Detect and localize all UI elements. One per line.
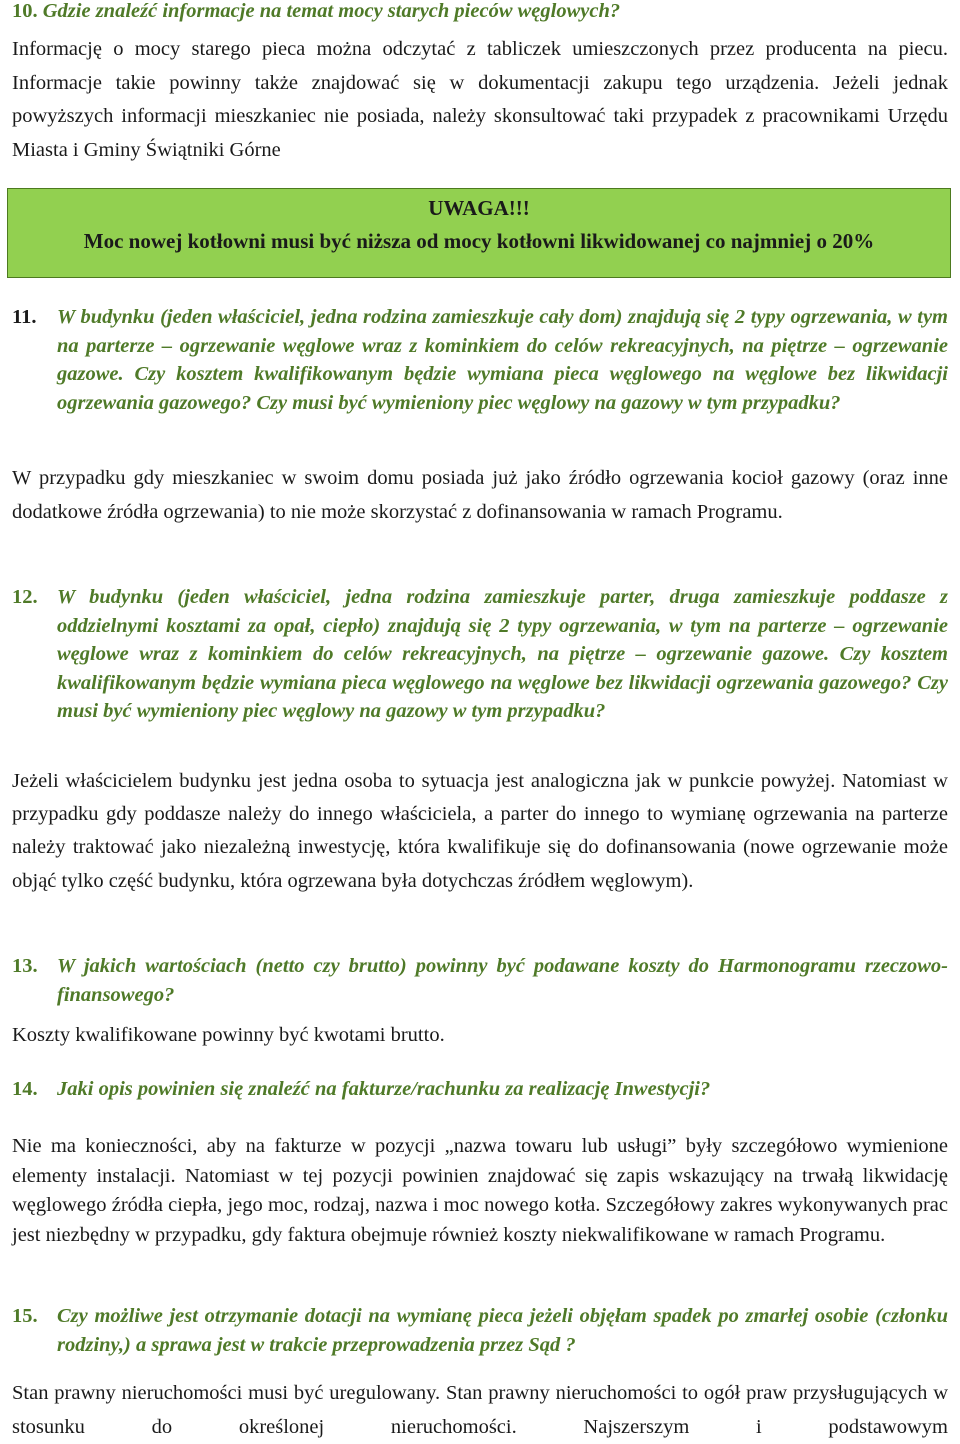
answer-14: Nie ma konieczności, aby na fakturze w pozycji „nazwa towaru lub usługi” były szczegółowo wymienione elementy instalacji. Natomiast w tej pozycji powinien znajdować się zapis wskazujący na trwałą likwidację węglowego źródła ciepła, jego moc, rodzaj, nazwa i moc nowego kotła. Szczegółowy zakres wykonywanych prac jest niezbędny w przypadku, gdy faktura obejmuje również koszty niekwalifikowane w ramach Programu. — [12, 1135, 948, 1246]
question-13-number: 13. — [12, 955, 38, 977]
question-11-number: 11. — [12, 306, 37, 328]
answer-13: Koszty kwalifikowane powinny być kwotami brutto. — [12, 1024, 445, 1046]
question-10-number: 10. — [12, 0, 38, 22]
answer-15: Stan prawny nieruchomości musi być uregulowany. Stan prawny nieruchomości to ogół praw przysługujących w stosunku do określonej nieruchomości. Najszerszym i podstawowym — [12, 1382, 948, 1438]
question-12 — [12, 583, 948, 726]
question-15-number: 15. — [12, 1305, 38, 1327]
question-11 — [12, 303, 948, 417]
question-15-text: Czy możliwe jest otrzymanie dotacji na wymianę pieca jeżeli objęłam spadek po zmarłej osobie (członku rodziny,) a sprawa jest w trakcie przeprowadzenia przez Sąd ? — [57, 1305, 948, 1356]
question-14-text: Jaki opis powinien się znaleźć na fakturze/rachunku za realizację Inwestycji? — [57, 1078, 711, 1100]
question-10-text: Gdzie znaleźć informacje na temat mocy starych pieców węglowych? — [42, 0, 621, 22]
answer-12: Jeżeli właścicielem budynku jest jedna osoba to sytuacja jest analogiczna jak w punkcie powyżej. Natomiast w przypadku gdy poddasze należy do innego właściciela, a parter do innego to wymianę ogrzewania na parterze należy traktować jako niezależną inwestycję, która kwalifikuje się do dofinansowania (nowe ogrzewanie może objąć tylko część budynku, która ogrzewana była dotychczas źródłem węglowym). — [12, 770, 948, 892]
warning-box — [7, 188, 951, 278]
warning-text: Moc nowej kotłowni musi być niższa od mocy kotłowni likwidowanej co najmniej o 20% — [83, 229, 875, 253]
question-15 — [12, 1302, 948, 1359]
question-13-text: W jakich wartościach (netto czy brutto) powinny być podawane koszty do Harmonogramu rzeczowo-finansowego? — [57, 955, 948, 1006]
answer-10: Informację o mocy starego pieca można odczytać z tabliczek umieszczonych przez producenta na piecu. Informacje takie powinny także znajdować się w dokumentacji zakupu tego urządzenia. Jeżeli jednak powyższych informacji mieszkaniec nie posiada, należy skonsultować taki przypadek z pracownikami Urzędu Miasta i Gminy Świątniki Górne — [12, 38, 948, 161]
question-13 — [12, 952, 948, 1009]
question-12-number: 12. — [12, 586, 38, 608]
warning-title: UWAGA!!! — [428, 196, 530, 220]
question-10 — [12, 0, 948, 26]
question-14 — [12, 1075, 948, 1104]
answer-11: W przypadku gdy mieszkaniec w swoim domu posiada już jako źródło ogrzewania kocioł gazowy (oraz inne dodatkowe źródła ogrzewania) to nie może skorzystać z dofinansowania w ramach Programu. — [12, 467, 948, 523]
question-12-text: W budynku (jeden właściciel, jedna rodzina zamieszkuje parter, druga zamieszkuje poddasze z oddzielnymi kosztami za opał, ciepło) znajdują się 2 typy ogrzewania, w tym na parterze – ogrzewanie węglowe wraz z kominkiem do celów rekreacyjnych, na piętrze – ogrzewanie gazowe. Czy kosztem kwalifikowanym będzie wymiana pieca węglowego na węglowe bez likwidacji ogrzewania gazowego? Czy musi być wymieniony piec węglowy na gazowy w tym przypadku? — [57, 586, 948, 722]
question-14-number: 14. — [12, 1078, 38, 1100]
question-11-text: W budynku (jeden właściciel, jedna rodzina zamieszkuje cały dom) znajdują się 2 typy ogrzewania, w tym na parterze – ogrzewanie węglowe wraz z kominkiem do celów rekreacyjnych, na piętrze – ogrzewanie gazowe. Czy kosztem kwalifikowanym będzie wymiana pieca węglowego na węglowe bez likwidacji ogrzewania gazowego? Czy musi być wymieniony piec węglowy na gazowy w tym przypadku? — [57, 306, 948, 414]
